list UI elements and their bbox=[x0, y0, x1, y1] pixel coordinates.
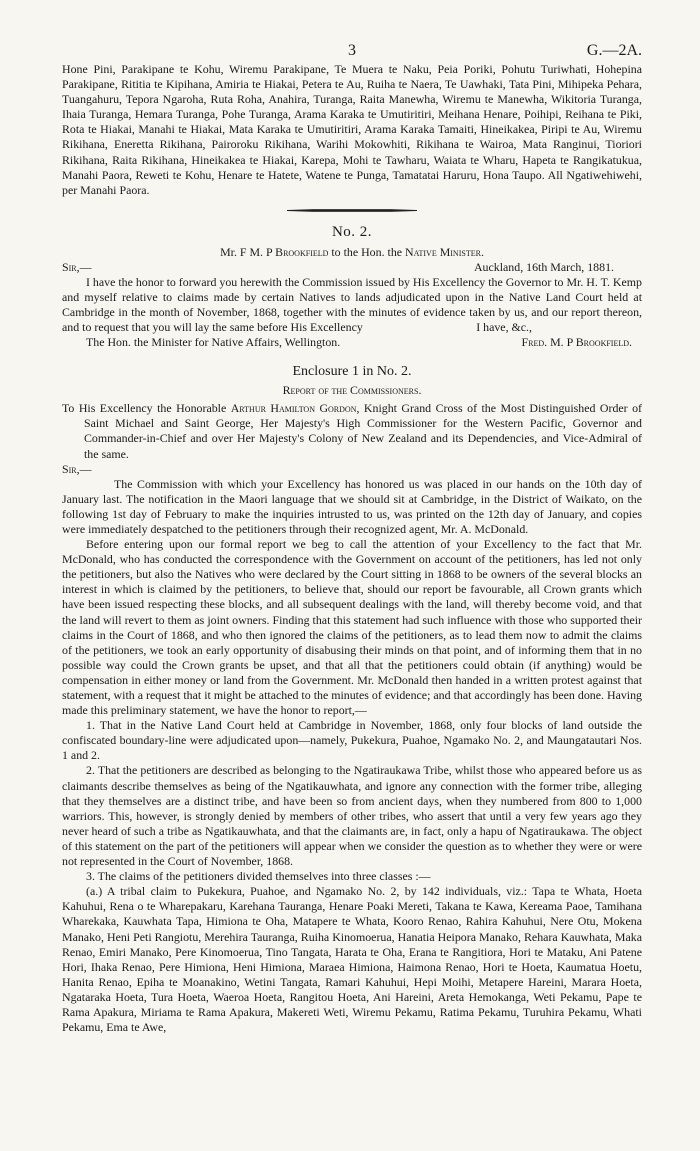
report-item-1: 1. That in the Native Land Court held at Cambridge in November, 1868, only four blocks of land outside the confiscated boundary-line were adjudicated upon—namely, Pukekura, Puahoe, Ngamako No. 2, and Maungatautari Nos. 1 and 2. bbox=[62, 718, 642, 763]
enclosure-subheading: Report of the Commissioners. bbox=[282, 383, 422, 398]
page-number: 3 bbox=[348, 42, 356, 59]
report-item-3: 3. The claims of the petitioners divided themselves into three classes :— bbox=[86, 869, 431, 884]
report-paragraph-1: The Commission with which your Excellency has honored us was placed in our hands on the 10th day of January last. The notification in the Maori language that we should sit at Cambridge, in the District of Waikato, on the following 1st day of February to make the inquiries intrusted to us, was printed on the 12th day of January, and copies were immediately despatched to the petitioners through their recognized agent, Mr. A. McDonald. bbox=[62, 476, 642, 536]
page-header bbox=[62, 0, 642, 62]
intro-paragraph: Hone Pini, Parakipane te Kohu, Wiremu Parakipane, Te Muera te Naku, Peia Poriki, Pohutu Turiwhati, Hohepina Parakipane, Rititia te Kipihana, Amiria te Hiakai, Petera te Au, Ruiha te Naera, Te Uawhaki, Tata Pini, Mihipeka Pehara, Tuangahuru, Tepora Ngaroha, Ruta Roha, Anahira, Turanga, Raita Manewha, Wiremu te Manewha, Wikitoria Turanga, Ihaia Turanga, Hemara Turanga, Pohe Turanga, Arama Karaka te Umutiritiri, Meihana Henare, Poihipi, Reihana te Piki, Rota te Hiakai, Manahi te Hiakai, Mata Karaka te Umutiritiri, Arama Karaka Tamaiti, Hineikakea, Piripi te Au, Wiremu Rikihana, Eneretta Rikihana, Pairoroku Rikihana, Warihi Mokowhiti, Rikihana te Wairoa, Mata Ranginui, Tioriori Rikihana, Raita Rikihana, Hineikakea te Hiakai, Karepa, Mohi te Tawharu, Waiata te Wharu, Hapeta te Rangikatukua, Manahi Paora, Reweti te Kohu, Henare te Hatete, Watene te Punga, Tamatatai Haruru, Hona Taupo. All Ngatiwehiwehi, per Manahi Paora. bbox=[62, 62, 642, 197]
letter-from-to: Mr. F M. P Brookfield to the Hon. the Native Minister. bbox=[220, 244, 484, 259]
report-item-3a: (a.) A tribal claim to Pukekura, Puahoe, and Ngamako No. 2, by 142 individuals, viz.: Tapa te Whata, Hoeta Kahuhui, Rena o te Wharepakaru, Karehana Tauranga, Henare Poaki Mereti, Takana te Kawa, Kereama Paoe, Tamihana Wharekaka, Kauwhata Tapa, Himiona te Oha, Matapere te Whata, Kooro Renao, Rahira Kahuhui, Nere Otu, Mokena Manako, Heni Peti Rangiotu, Merehira Tauranga, Ruiha Kinomoerua, Hanatia Heipora Manako, Rehara Kauwhata, Maka Renao, Emiri Manako, Pere Kinomoerua, Tino Tangata, Harata te Oha, Erana te Rangitiora, Hori te Mataku, Ani Patene Hori, Ihaka Renao, Pere Himiona, Heni Himiona, Maraea Himiona, Haimona Renao, Hori te Hoeta, Kaumatua Hoetu, Hanita Renao, Epiha te Moanakino, Wetini Tangata, Ramari Kahuhui, Hepi Moihi, Metapere Hareini, Marara Hoeta, Ngataraka Hoeta, Tura Hoeta, Waeroa Hoeta, Rangitou Hoeta, Ani Hareini, Areta Hemokanga, Weti Pekamu, Pape te Rama Apakura, Miriama te Rama Apakura, Makereti Weti, Wiremu Pekamu, Ratima Pekamu, Turuhira Pekamu, Whati Pekamu, Ema te Awe, bbox=[62, 884, 642, 1035]
enclosure-salutation: Sir,— bbox=[62, 461, 92, 476]
letter-salutation-row bbox=[62, 260, 642, 275]
enclosure-heading: Enclosure 1 in No. 2. bbox=[292, 364, 412, 380]
enclosure-address: To His Excellency the Honorable Arthur Hamilton Gordon, Knight Grand Cross of the Most Distinguished Order of Saint Michael and Saint George, Her Majesty's High Commissioner for the Western Pacific, Governor and Commander-in-Chief and over Her Majesty's Colony of New Zealand and its Dependencies, and Vice-Admiral of the same. bbox=[62, 401, 642, 461]
letter-signature: Fred. M. P Brookfield. bbox=[521, 335, 632, 350]
report-paragraph-2: Before entering upon our formal report we beg to call the attention of your Excellency to the fact that Mr. McDonald, who has conducted the correspondence with the Government on account of the petitioners, has led not only the petitioners, but also the Natives who were declared by the Court sitting in 1868 to be owners of the several blocks an interest in which is claimed by the petitioners, to believe that, should our report be favourable, all Crown grants which have been issued respecting these blocks, and all subsequent dealings with the land, will thereby become void, and that the land will revert to them as joint owners. Finding that this statement had such influence with those who supported their claims in the Court of 1868, and who then ignored the claims of the petitioners, as to lead them now to admit the claims of the petitioners, we took an early opportunity of disabusing their minds on that point, and of informing them that in no possible way could the Crown grants be upset, and that all that the petitioners could obtain (if anything) would be compensation in either money or land from the Government. Mr. McDonald then handed in a written protest against that statement, with a request that it might be attached to the minutes of evidence; and that accordingly has been done. Having made this preliminary statement, we have the honor to report,— bbox=[62, 537, 642, 718]
document-reference: G.—2A. bbox=[586, 42, 642, 59]
letter-addressee: The Hon. the Minister for Native Affairs, Wellington. bbox=[86, 335, 341, 350]
letter-signature-row bbox=[62, 335, 642, 350]
letter-body: I have the honor to forward you herewith the Commission issued by His Excellency the Governor to Mr. H. T. Kemp and myself relative to claims made by certain Natives to lands adjudicated upon in the Native Land Court held at Cambridge in the month of November, 1868, together with the minutes of evidence taken by us, and our report thereon, and to request that you will lay the same before His Excellency bbox=[62, 274, 642, 335]
letter-closing: I have, &c., bbox=[476, 320, 532, 335]
letter-salutation: Sir,— bbox=[62, 259, 92, 274]
letter-heading: No. 2. bbox=[331, 223, 373, 240]
report-item-2: 2. That the petitioners are described as belonging to the Ngatiraukawa Tribe, whilst those who appeared before us as claimants describe themselves as being of the Ngatikauwhata, and ignore any connection with the former tribe, alleging that they themselves are a distinct tribe, and have been so from ancient days, when they numbered from 800 to 1,000 warriors. This, however, is strongly denied by members of other tribes, who assert that until a very few years ago they never heard of such a tribe as Ngatikauwhata, and that the claimants are, in fact, only a hapu of Ngatiraukawa. The object of this statement on the part of the petitioners will appear when we consider the question as to whether they were or were not represented in the Court of November, 1868. bbox=[62, 763, 642, 869]
section-divider bbox=[287, 209, 417, 212]
letter-place-date: Auckland, 16th March, 1881. bbox=[473, 259, 614, 274]
